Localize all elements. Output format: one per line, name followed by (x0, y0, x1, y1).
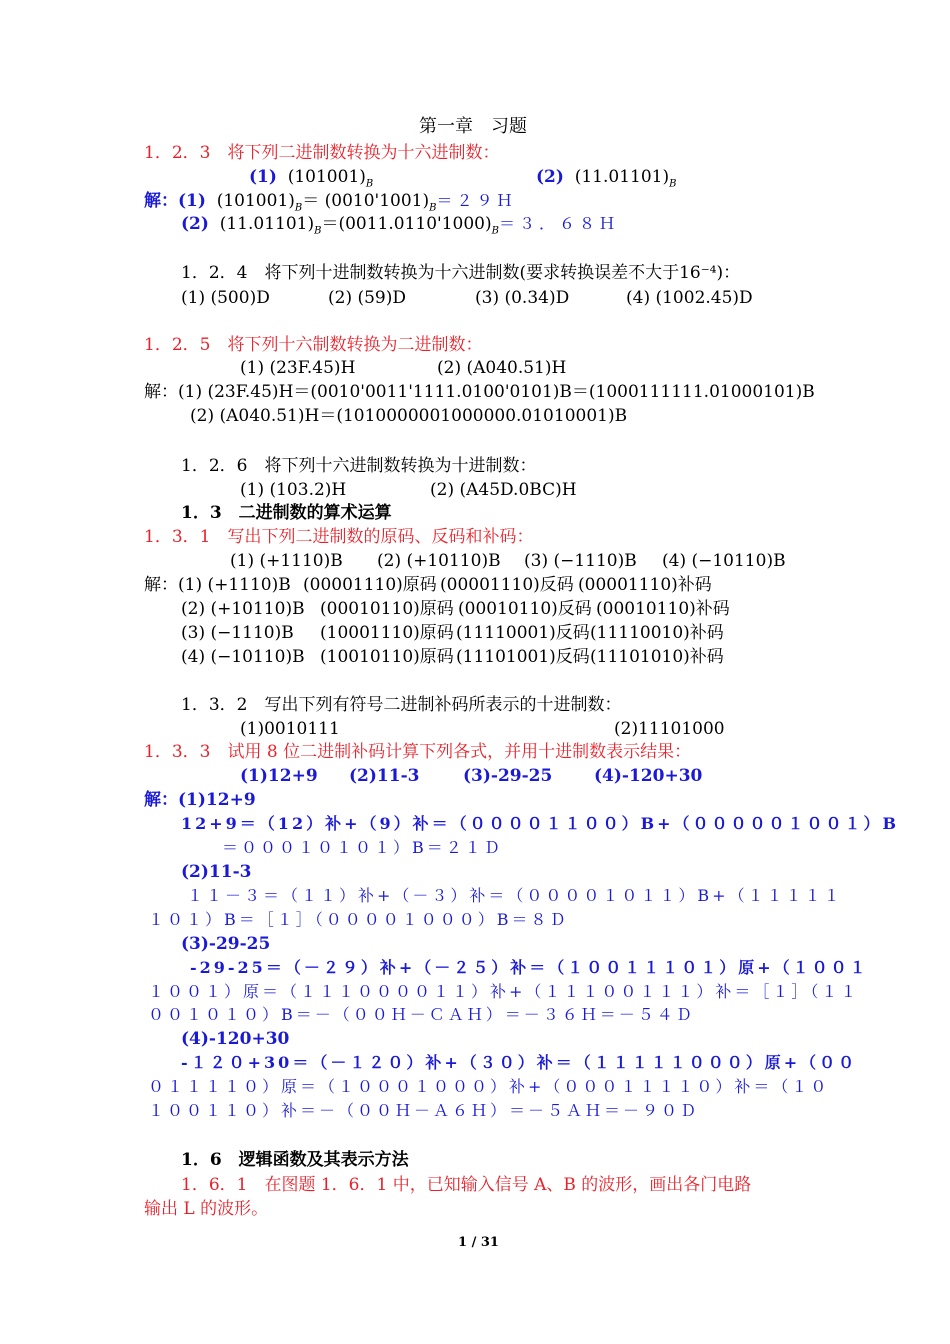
question-1-3-1: 1．3．1 写出下列二进制数的原码、反码和补码： (144, 527, 534, 547)
question-1-2-4: 1．2．4 将下列十进制数转换为十六进制数(要求转换误差不大于16⁻⁴)： (181, 263, 741, 283)
q126-item-2: (2) (A45D.0BC)H (430, 480, 577, 500)
answer-1-3-3-line-6: １００１）原＝（１１１００００１１）补+（１１１００１１１）补＝［１］（１１ (148, 982, 860, 1001)
q125-item-1: (1) (23F.45)H (240, 358, 356, 378)
question-1-2-6: 1．2．6 将下列十六进制数转换为十进制数： (181, 456, 537, 476)
q131-row-3-orig: (10001110)原码 (320, 623, 454, 643)
answer-1-3-3-head: 解：(1)12+9 (144, 790, 256, 810)
answer-1-2-5-2: (2) (A040.51)H＝(1010000001000000.01010001)B (190, 406, 628, 426)
answer-1-3-3-line-7: ００１０１０）B＝－（００Ｈ－ＣＡＨ）＝－３６Ｈ＝－５４Ｄ (148, 1005, 695, 1024)
q131-row-4-comp: (11101010)补码 (590, 647, 724, 667)
answer-1-2-5-1: 解：(1) (23F.45)H＝(0010'0011'1111.0100'0101)B＝(1000111111.01000101)B (144, 382, 815, 402)
q131-row-1-inv: (00001110)反码 (440, 575, 574, 595)
answer-1-3-3-line-5: -29-25＝（－２９）补+（－２５）补＝（１００１１１０１）原+（１００１ (190, 958, 869, 977)
answer-1-2-3-2: (2) $(11.01101)_B=(0011.0110'1000)_B=3$．６８Ｈ (181, 214, 619, 237)
q131-row-2-orig: (00010110)原码 (320, 599, 454, 619)
q131-row-2-label: (2) (+10110)B (181, 599, 305, 619)
q132-item-2: (2)11101000 (614, 719, 725, 739)
q123-item-1: (1) $(101001)_B$ (249, 167, 374, 190)
section-1-6-heading: 1．6 逻辑函数及其表示方法 (181, 1150, 409, 1170)
q133-item-1: (1)12+9 (240, 766, 318, 786)
q131-row-4-inv: (11101001)反码 (456, 647, 590, 667)
q133-item-2: (2)11-3 (349, 766, 420, 786)
answer-1-3-3-sub-2: (2)11-3 (181, 862, 252, 882)
q131-row-3-inv: (11110001)反码 (456, 623, 590, 643)
q124-item-4: (4) (1002.45)D (626, 288, 753, 308)
question-1-3-3: 1．3．3 试用 8 位二进制补码计算下列各式，并用十进制数表示结果： (144, 742, 692, 762)
section-1-3-heading: 1．3 二进制数的算术运算 (181, 503, 392, 523)
q126-item-1: (1) (103.2)H (240, 480, 347, 500)
q131-row-4-label: (4) (−10110)B (181, 647, 305, 667)
question-1-3-2: 1．3．2 写出下列有符号二进制补码所表示的十进制数： (181, 695, 622, 715)
q133-item-4: (4)-120+30 (594, 766, 703, 786)
q131-row-1-comp: (00001110)补码 (578, 575, 712, 595)
q131-row-3-label: (3) (−1110)B (181, 623, 294, 643)
q125-item-2: (2) (A040.51)H (437, 358, 567, 378)
answer-1-3-3-sub-3: (3)-29-25 (181, 934, 271, 954)
question-1-6-1-line-1: 1．6．1 在图题 1．6．1 中，已知输入信号 A、B 的波形，画出各门电路 (181, 1175, 752, 1195)
q124-item-1: (1) (500)D (181, 288, 270, 308)
q131-item-1: (1) (+1110)B (230, 551, 343, 571)
q132-item-1: (1)0010111 (240, 719, 340, 739)
q131-item-4: (4) (−10110)B (662, 551, 786, 571)
q131-row-1-orig: (00001110)原码 (303, 575, 437, 595)
q131-row-3-comp: (11110010)补码 (590, 623, 724, 643)
q131-row-4-orig: (10010110)原码 (320, 647, 454, 667)
answer-1-3-3-sub-4: (4)-120+30 (181, 1029, 290, 1049)
q133-item-3: (3)-29-25 (463, 766, 553, 786)
q131-row-1-label: 解：(1) (+1110)B (144, 575, 291, 595)
q131-item-3: (3) (−1110)B (524, 551, 637, 571)
answer-1-3-3-line-10: １００１１０）补＝－（００Ｈ－Ａ６Ｈ）＝－５ＡＨ＝－９０Ｄ (148, 1101, 700, 1120)
q124-item-2: (2) (59)D (328, 288, 407, 308)
answer-1-3-3-line-1: 12+9＝（12）补+（9）补＝（００００１１００）B+（０００００１００１）B (181, 814, 900, 833)
question-1-2-5: 1．2．5 将下列十六制数转换为二进制数： (144, 335, 483, 355)
answer-1-3-3-line-9: ０１１１１０）原＝（１０００１０００）补+（０００１１１１０）补＝（１０ (148, 1077, 830, 1096)
answer-1-3-3-line-3: １１－３＝（１１）补+（－３）补＝（００００１０１１）B+（１１１１１ (187, 886, 843, 905)
q123-item-2: (2) $(11.01101)_B$ (536, 167, 677, 190)
answer-1-3-3-line-4: １０１）B＝［１］（００００１０００）B＝８Ｄ (148, 910, 569, 929)
page-title: 第一章 习题 (419, 116, 527, 137)
answer-1-3-3-line-2: ＝０００１０１０１）B＝２１Ｄ (222, 838, 503, 857)
q131-row-2-comp: (00010110)补码 (596, 599, 730, 619)
question-1-2-3: 1．2．3 将下列二进制数转换为十六进制数： (144, 143, 500, 163)
question-1-6-1-line-2: 输出 L 的波形。 (144, 1199, 269, 1219)
q124-item-3: (3) (0.34)D (475, 288, 570, 308)
answer-1-2-3-1: 解：(1) $(101001)_B=$ $(0010'1001)_B=29H$ (144, 191, 517, 214)
page-number: 1 / 31 (458, 1235, 499, 1250)
q131-item-2: (2) (+10110)B (377, 551, 501, 571)
answer-1-3-3-line-8: -１２０+30＝（－１２０）补+（３０）补＝（１１１１１０００）原+（００ (181, 1053, 858, 1072)
q131-row-2-inv: (00010110)反码 (458, 599, 592, 619)
